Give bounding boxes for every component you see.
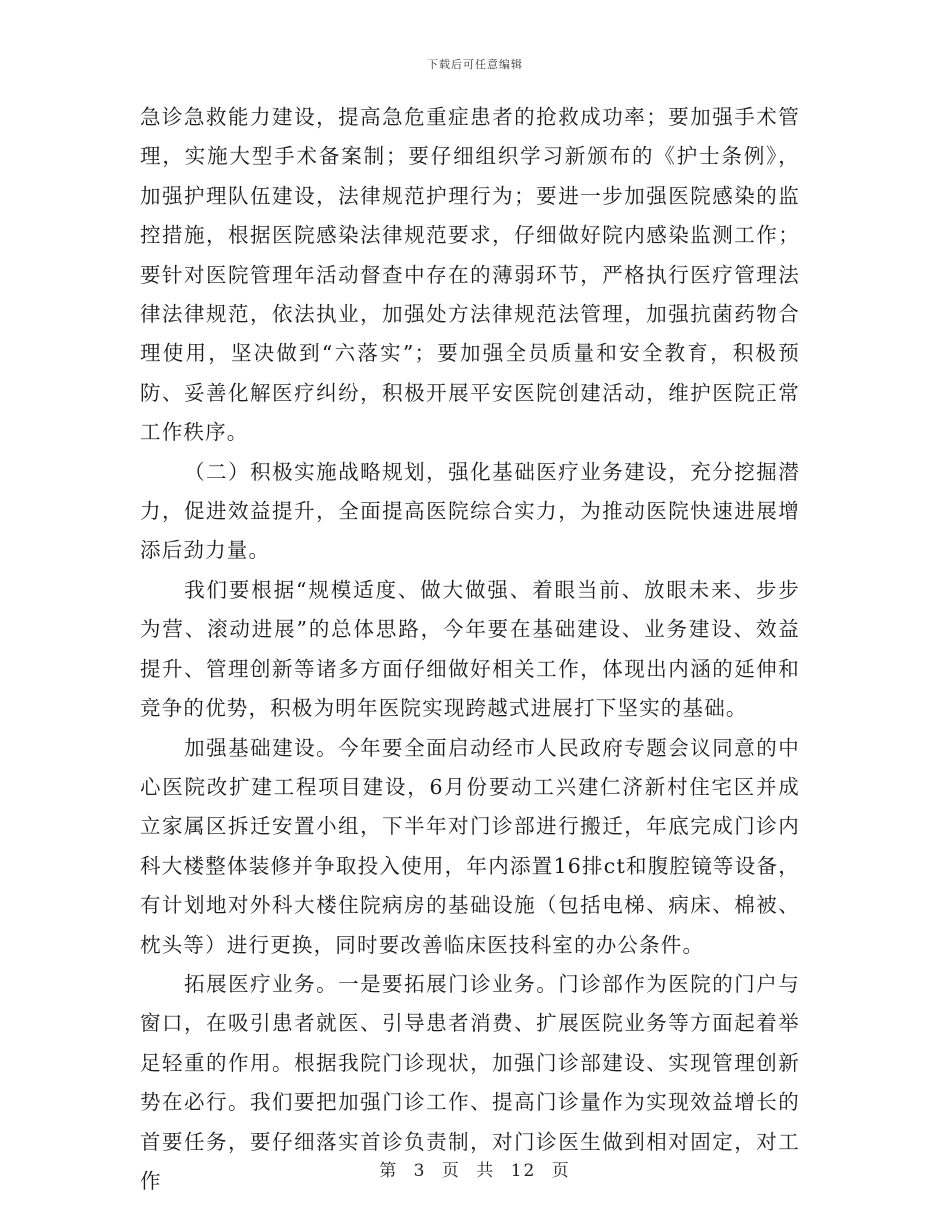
paragraph-2: （二）积极实施战略规划，强化基础医疗业务建设，充分挖掘潜力，促进效益提升，全面提高医院综合实力，为推动医院快速进展增添后劲力量。 xyxy=(140,459,800,563)
paragraph-3: 我们要根据“规模适度、做大做强、着眼当前、放眼未来、步步为营、滚动进展”的总体思路，今年要在基础建设、业务建设、效益提升、管理创新等诸多方面仔细做好相关工作，体现出内涵的延伸和竞争的优势，积极为明年医院实现跨越式进展打下坚实的基础。 xyxy=(140,577,800,721)
page-header: 下载后可任意编辑 xyxy=(427,58,523,71)
paragraph-5: 拓展医疗业务。一是要拓展门诊业务。门诊部作为医院的门户与窗口，在吸引患者就医、引导患者消费、扩展医院业务等方面起着举足轻重的作用。根据我院门诊现状，加强门诊部建设、实现管理创新势在必行。我们要把加强门诊工作、提高门诊量作为实现效益增长的首要任务，要仔细落实首诊负责制，对门诊医生做到相对固定，对工作 xyxy=(140,971,800,1193)
document-body xyxy=(140,98,800,1201)
paragraph-1: 急诊急救能力建设，提高急危重症患者的抢救成功率；要加强手术管理，实施大型手术备案制；要仔细组织学习新颁布的《护士条例》，加强护理队伍建设，法律规范护理行为；要进一步加强医院感染的监控措施，根据医院感染法律规范要求，仔细做好院内感染监测工作；要针对医院管理年活动督查中存在的薄弱环节，严格执行医疗管理法律法律规范，依法执业，加强处方法律规范法管理，加强抗菌药物合理使用，坚决做到“六落实”；要加强全员质量和安全教育，积极预防、妥善化解医疗纠纷，积极开展平安医院创建活动，维护医院正常工作秩序。 xyxy=(140,105,800,445)
paragraph-4: 加强基础建设。今年要全面启动经市人民政府专题会议同意的中心医院改扩建工程项目建设，6月份要动工兴建仁济新村住宅区并成立家属区拆迁安置小组，下半年对门诊部进行搬迁，年底完成门诊内科大楼整体装修并争取投入使用，年内添置16排ct和腹腔镜等设备，有计划地对外科大楼住院病房的基础设施（包括电梯、病床、棉被、枕头等）进行更换，同时要改善临床医技科室的办公条件。 xyxy=(140,735,800,957)
page-number-footer: 第 3 页 共 12 页 xyxy=(379,1161,571,1181)
